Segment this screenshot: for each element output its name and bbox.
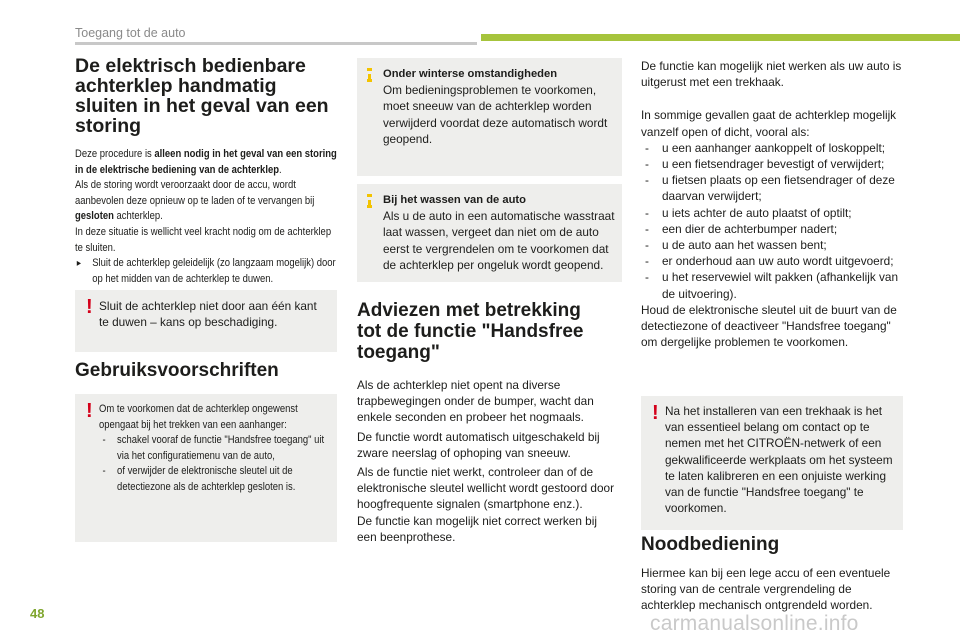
warning-text-towbar: Na het installeren van een trekhaak is het van essentieel belang om contact op te nemen met het CITROËN-netwerk of een gekwalificeerde werkplaats om het systeem te laten kalibreren en een onjuiste werking van de functie "Handsfree toegang" te voorkomen. — [665, 404, 893, 516]
header-divider — [75, 42, 477, 45]
warning-icon: ! — [86, 400, 93, 422]
warning-box-push — [75, 290, 337, 352]
conditions-list — [641, 140, 905, 302]
info-box-carwash — [357, 184, 622, 282]
warning-icon: ! — [86, 296, 93, 318]
list-item: - u de auto aan het wassen bent; — [641, 237, 905, 253]
key-advice: Houd de elektronische sleutel uit de buurt van de detectiezone of deactiveer "Handsfree toegang" om dergelijke problemen te voorkomen. — [641, 302, 897, 350]
warning-box-trailer — [75, 394, 337, 542]
section-title-handsfree: Adviezen met betrekking tot de functie "Handsfree toegang" — [357, 300, 584, 363]
section-header: Toegang tot de auto — [75, 26, 186, 40]
section-title-usage: Gebruiksvoorschriften — [75, 360, 279, 381]
manual-close-text — [75, 147, 338, 287]
info-text-carwash: Bij het wassen van de auto Als u de auto in een automatische wasstraat laat wassen, vergeet dan niet om de auto eerst te vergrendelen om te voorkomen dat de achterklep per ongeluk wordt geopend. — [383, 194, 615, 272]
step-list — [75, 256, 338, 287]
info-icon — [367, 68, 372, 82]
handsfree-advice — [357, 300, 619, 545]
section-title-manual-close: De elektrisch bedienbare achterklep handmatig sluiten in het geval van een storing — [75, 55, 329, 137]
list-item: - u fietsen plaats op een fietsendrager of deze daarvan verwijdert; — [641, 172, 905, 204]
list-item: - u het reservewiel wilt pakken (afhankelijk van de uitvoering). — [641, 269, 905, 301]
list-item: - u een fietsendrager bevestigt of verwijdert; — [641, 156, 905, 172]
info-box-winter — [357, 58, 622, 176]
list-item: - er onderhoud aan uw auto wordt uitgevoerd; — [641, 253, 905, 269]
header-accent-bar — [481, 34, 960, 41]
emergency-text: Hiermee kan bij een lege accu of een eventuele storing van de centrale vergrendeling de achterklep mechanisch ontgrendeld worden. — [641, 566, 891, 613]
conditions-intro: In sommige gevallen gaat de achterklep mogelijk vanzelf open of dicht, vooral als: — [641, 108, 897, 139]
info-icon — [367, 194, 372, 208]
list-item: - of verwijder de elektronische sleutel uit de detectiezone als de achterklep gesloten is. — [99, 464, 336, 495]
handsfree-text: Als de achterklep niet opent na diverse trapbewegingen onder de bumper, wacht dan enkele seconden en probeer het nogmaals. De functie wordt automatisch uitgeschakeld bij zware neerslag of ophoping van sneeuw. Als de functie niet werkt, controleer dan of de elektronische sleutel wellicht wordt gestoord door hoogfrequente signalen (smartphone enz.). De functie kan mogelijk niet correct werken bij een beenprothese. — [357, 378, 615, 544]
column-left — [75, 56, 337, 287]
info-text-winter: Onder winterse omstandigheden Om bedieningsproblemen te voorkomen, moet sneeuw van de achterklep worden verwijderd voordat deze automatisch wordt geopend. — [383, 68, 608, 146]
trailer-list — [99, 433, 336, 495]
intro-paragraph: Deze procedure is alleen nodig in het geval van een storing in de elektrische bediening van de achterklep. — [75, 148, 337, 176]
step-item: ▸ Sluit de achterklep geleidelijk (zo langzaam mogelijk) door op het midden van de achterklep te duwen. — [75, 256, 338, 287]
warning-text-trailer: Om te voorkomen dat de achterklep ongewenst opengaat bij het trekken van een aanhanger: - schakel vooraf de functie "Handsfree toegang" uit via het configuratiemenu van de auto, - of verwijder de elektronische sleutel uit de detectiezone als de achterklep gesloten is. — [99, 402, 336, 496]
column-right — [641, 58, 905, 350]
force-paragraph: In deze situatie is wellicht veel kracht nodig om de achterklep te sluiten. — [75, 225, 332, 254]
list-item: - u iets achter de auto plaatst of optilt; — [641, 205, 905, 221]
list-item: - u een aanhanger aankoppelt of loskoppelt; — [641, 140, 905, 156]
towbar-note: De functie kan mogelijk niet werken als uw auto is uitgerust met een trekhaak. — [641, 59, 902, 90]
list-item: - een dier de achterbumper nadert; — [641, 221, 905, 237]
page-number: 48 — [30, 606, 45, 621]
warning-icon: ! — [652, 402, 659, 424]
warning-box-towbar — [641, 396, 903, 530]
watermark: carmanualsonline.info — [650, 612, 859, 635]
list-item: - schakel vooraf de functie "Handsfree toegang" uit via het configuratiemenu van de auto, — [99, 433, 336, 464]
warning-text-push: Sluit de achterklep niet door aan één kant te duwen – kans op beschadiging. — [99, 299, 317, 330]
section-title-emergency: Noodbediening — [641, 534, 780, 555]
battery-paragraph: Als de storing wordt veroorzaakt door de accu, wordt aanbevolen deze opnieuw op te laden of te vervangen bij gesloten achterklep. — [75, 179, 315, 223]
